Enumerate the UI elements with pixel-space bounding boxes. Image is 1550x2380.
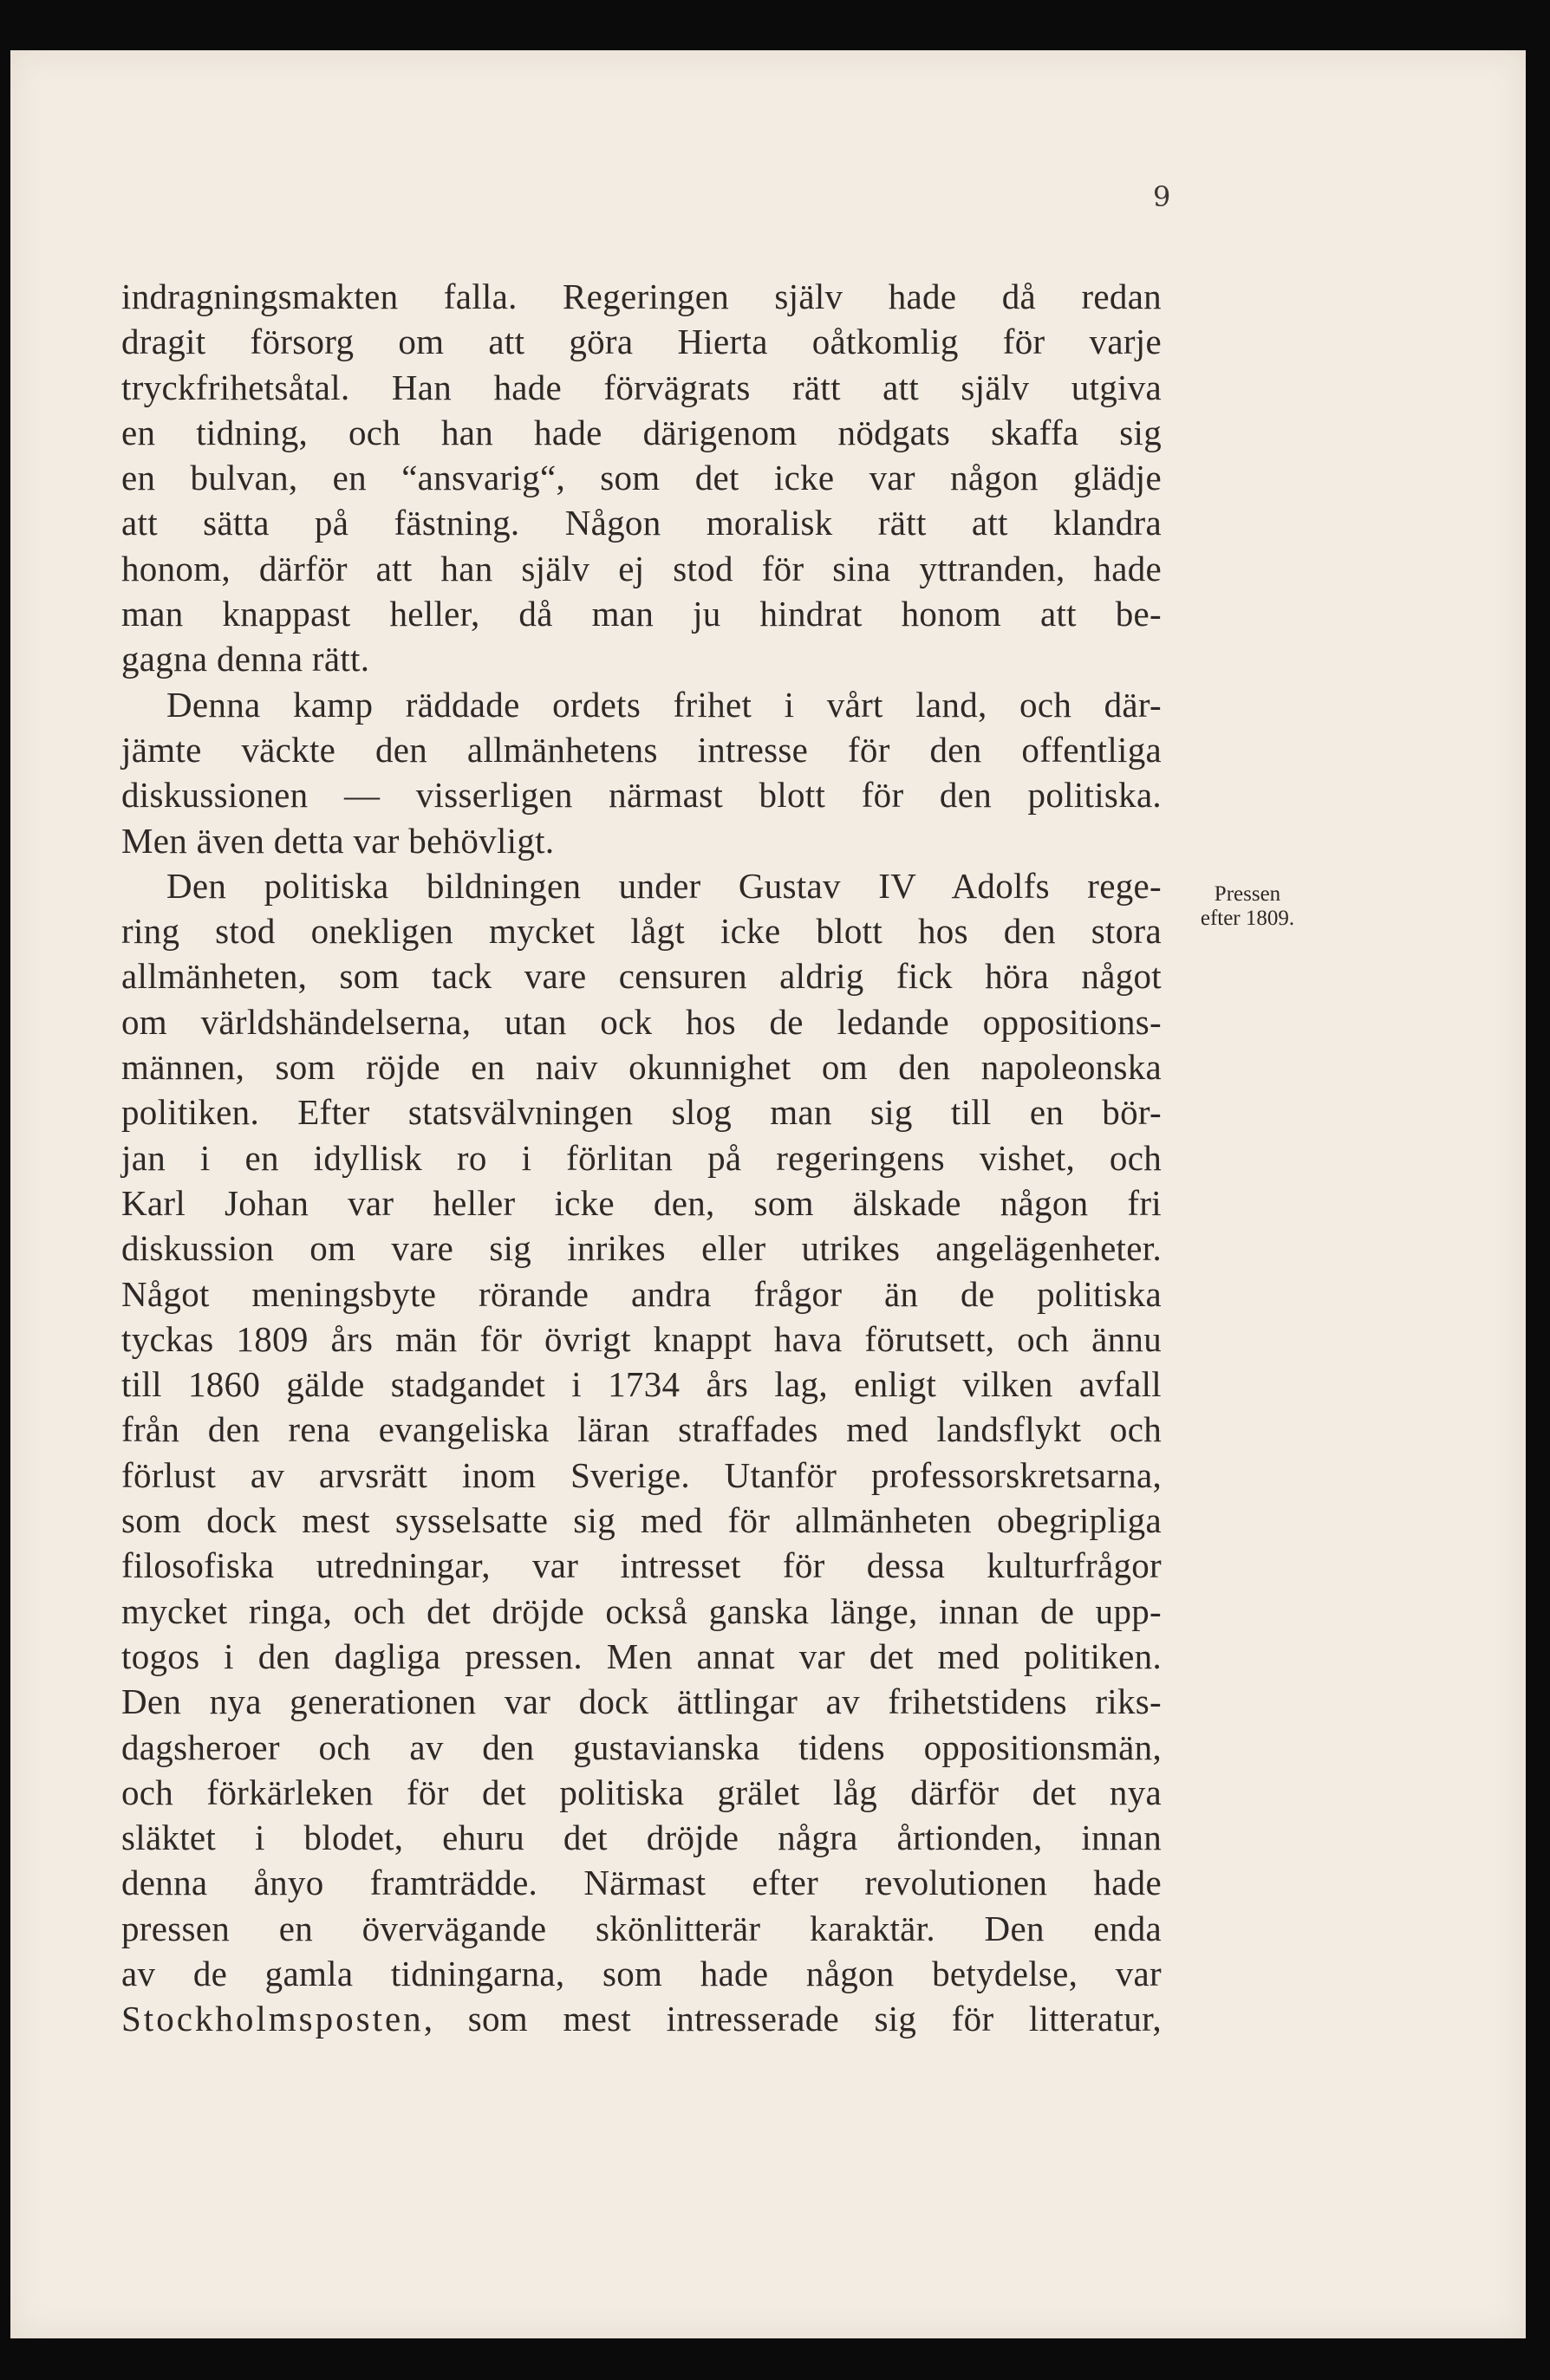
text-line: en tidning, och han hade därigenom nödgats skaffa sig <box>121 412 1162 452</box>
text-line-remainder: , som mest intresserade sig för litteratur, <box>423 1999 1162 2039</box>
text-line: togos i den dagliga pressen. Men annat var det med politiken. <box>121 1635 1162 1676</box>
text-line: Denna kamp räddade ordets frihet i vårt land, och där- <box>166 684 1162 725</box>
text-line: Den nya generationen var dock ättlingar av frihetstidens riks- <box>121 1681 1162 1722</box>
text-line: filosofiska utredningar, var intresset för dessa kulturfrågor <box>121 1545 1162 1586</box>
text-line: mycket ringa, och det dröjde också ganska länge, innan de upp- <box>121 1590 1162 1631</box>
text-line: honom, därför att han själv ej stod för sina yttranden, hade <box>121 548 1162 588</box>
text-line: och förkärleken för det politiska grälet låg därför det nya <box>121 1772 1162 1812</box>
spaced-newspaper-name: Stockholmsposten <box>121 1999 424 2039</box>
text-line: ring stod onekligen mycket lågt icke blott hos den stora <box>121 911 1162 952</box>
text-line: Men även detta var behövligt. <box>121 820 555 861</box>
text-line: pressen en övervägande skönlitterär karaktär. Den enda <box>121 1908 1162 1948</box>
text-line: männen, som röjde en naiv okunnighet om den napoleonska <box>121 1047 1162 1088</box>
text-line: tyckas 1809 års män för övrigt knappt hava förutsett, och ännu <box>121 1318 1162 1359</box>
text-line: allmänheten, som tack vare censuren aldrig fick höra något <box>121 956 1162 997</box>
text-line: om världshändelserna, utan ock hos de ledande oppositions- <box>121 1001 1162 1042</box>
text-line: gagna denna rätt. <box>121 639 370 680</box>
text-line: som dock mest sysselsatte sig med för allmänheten obegripliga <box>121 1500 1162 1541</box>
text-line: Något meningsbyte rörande andra frågor än de politiska <box>121 1273 1162 1314</box>
marginal-note-line: efter 1809. <box>1200 907 1295 930</box>
text-line: av de gamla tidningarna, som hade någon betydelse, var <box>121 1953 1162 1993</box>
book-page <box>10 50 1526 2338</box>
text-line: man knappast heller, då man ju hindrat honom att be- <box>121 594 1162 634</box>
text-line: indragningsmakten falla. Regeringen själv hade då redan <box>121 276 1162 316</box>
marginal-note-line: Pressen <box>1214 882 1281 906</box>
text-line: politiken. Efter statsvälvningen slog man sig till en bör- <box>121 1092 1162 1133</box>
text-line: släktet i blodet, ehuru det dröjde några årtionden, innan <box>121 1818 1162 1858</box>
text-line: jämte väckte den allmänhetens intresse för den offentliga <box>121 729 1162 770</box>
text-line: diskussionen — visserligen närmast blott för den politiska. <box>121 775 1162 816</box>
text-line: en bulvan, en “ansvarig“, som det icke var någon glädje <box>121 458 1162 498</box>
text-line: dragit försorg om att göra Hierta oåtkomlig för varje <box>121 322 1162 362</box>
text-line-final <box>121 1996 1162 2041</box>
text-line: till 1860 gälde stadgandet i 1734 års lag, enligt vilken avfall <box>121 1364 1162 1405</box>
text-line: från den rena evangeliska läran straffades med landsflykt och <box>121 1409 1162 1450</box>
text-line: förlust av arvsrätt inom Sverige. Utanför professorskretsarna, <box>121 1454 1162 1495</box>
text-line: att sätta på fästning. Någon moralisk rätt att klandra <box>121 503 1162 543</box>
text-line: tryckfrihetsåtal. Han hade förvägrats rätt att själv utgiva <box>121 367 1162 407</box>
text-line: diskussion om vare sig inrikes eller utrikes angelägenheter. <box>121 1228 1162 1269</box>
page-number: 9 <box>1153 180 1171 213</box>
text-line: denna ånyo framträdde. Närmast efter revolutionen hade <box>121 1863 1162 1903</box>
text-line: dagsheroer och av den gustavianska tidens oppositionsmän, <box>121 1726 1162 1767</box>
text-line: jan i en idyllisk ro i förlitan på regeringens vishet, och <box>121 1137 1162 1178</box>
text-line: Den politiska bildningen under Gustav IV Adolfs rege- <box>166 865 1162 906</box>
marginal-note <box>1182 882 1312 931</box>
body-text <box>121 274 1162 2042</box>
text-line: Karl Johan var heller icke den, som älskade någon fri <box>121 1182 1162 1223</box>
